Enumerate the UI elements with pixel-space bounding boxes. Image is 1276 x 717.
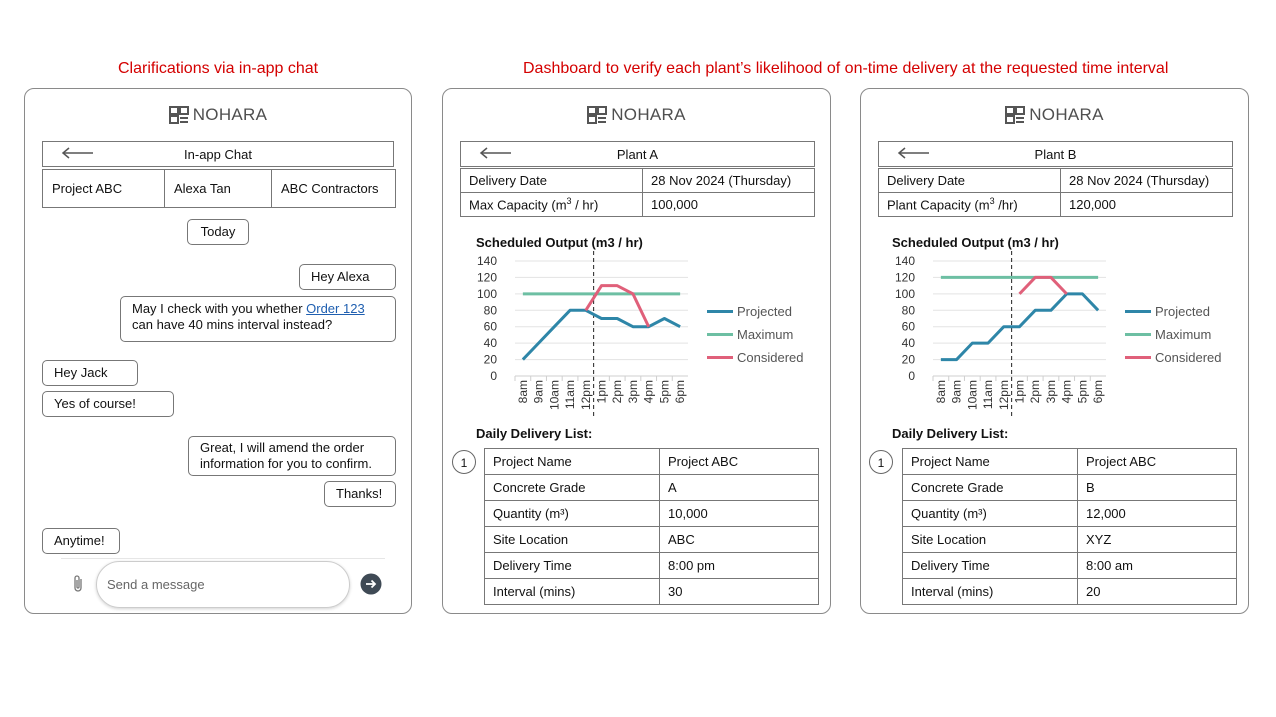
plant-b-panel <box>860 88 1249 614</box>
row-label: Interval (mins) <box>903 579 1078 605</box>
row-value: ABC <box>660 527 819 553</box>
table-row <box>485 527 819 553</box>
plant-a-panel <box>442 88 831 614</box>
legend-label: Maximum <box>737 327 794 342</box>
message-bubble: Thanks! <box>324 481 396 507</box>
message-placeholder: Send a message <box>107 577 205 592</box>
date-chip: Today <box>187 219 249 245</box>
message-text: Great, I will amend the order <box>200 440 365 455</box>
x-tick-label: 11am <box>981 380 996 410</box>
plant-a-header <box>460 141 815 167</box>
legend-label: Considered <box>1155 350 1222 365</box>
y-tick-label: 100 <box>476 286 497 301</box>
message-text: information for you to confirm. <box>200 456 372 471</box>
dashboard-caption: Dashboard to verify each plant’s likelihood of on-time delivery at the requested time interval <box>523 60 1169 77</box>
x-tick-label: 4pm <box>641 380 656 404</box>
table-row <box>903 475 1237 501</box>
table-row <box>485 501 819 527</box>
series-projected-line <box>523 310 680 359</box>
capacity-label <box>461 193 643 217</box>
row-label: Concrete Grade <box>485 475 660 501</box>
plant-a-delivery-table <box>484 448 819 605</box>
legend-projected <box>707 304 792 319</box>
row-value: 30 <box>660 579 819 605</box>
y-tick-label: 40 <box>483 336 497 351</box>
y-tick-label: 120 <box>476 270 497 285</box>
x-tick-label: 3pm <box>625 380 640 404</box>
plant-a-summary-table <box>460 168 815 217</box>
row-label: Concrete Grade <box>903 475 1078 501</box>
delivery-date-label: Delivery Date <box>879 169 1061 193</box>
y-tick-label: 20 <box>901 352 915 367</box>
x-tick-label: 8am <box>515 380 530 404</box>
series-considered-line <box>1020 277 1067 293</box>
delivery-date-value: 28 Nov 2024 (Thursday) <box>1061 169 1233 193</box>
delivery-date-label: Delivery Date <box>461 169 643 193</box>
message-text: can have 40 mins interval instead? <box>132 317 333 332</box>
table-row <box>879 193 1233 217</box>
row-value: Project ABC <box>660 449 819 475</box>
chart-title: Scheduled Output (m3 / hr) <box>892 235 1059 250</box>
x-tick-label: 6pm <box>673 380 688 404</box>
chart-title: Scheduled Output (m3 / hr) <box>476 235 643 250</box>
nohara-logo-icon <box>1005 106 1025 124</box>
brand-name: NOHARA <box>1029 105 1104 124</box>
message-bubble <box>120 296 396 342</box>
x-tick-label: 1pm <box>1012 380 1027 404</box>
row-value: 8:00 pm <box>660 553 819 579</box>
chat-info-bar <box>42 169 396 208</box>
capacity-value: 120,000 <box>1061 193 1233 217</box>
row-value: Project ABC <box>1078 449 1237 475</box>
row-label: Delivery Time <box>485 553 660 579</box>
legend-considered <box>707 350 804 365</box>
capacity-label-unit: /hr) <box>994 197 1018 213</box>
plant-a-title: Plant A <box>616 147 659 162</box>
plant-b-summary-table <box>878 168 1233 217</box>
x-tick-label: 1pm <box>594 380 609 404</box>
message-bubble: Anytime! <box>42 528 120 554</box>
x-tick-label: 5pm <box>1075 380 1090 404</box>
legend-swatch <box>707 356 733 359</box>
row-label: Project Name <box>485 449 660 475</box>
y-tick-label: 40 <box>901 336 915 351</box>
message-input[interactable] <box>96 561 350 608</box>
x-tick-label: 3pm <box>1043 380 1058 404</box>
table-row <box>485 553 819 579</box>
row-label: Quantity (m³) <box>485 501 660 527</box>
chart-legend <box>1125 304 1235 374</box>
row-label: Delivery Time <box>903 553 1078 579</box>
x-tick-label: 5pm <box>657 380 672 404</box>
table-row <box>461 193 815 217</box>
brand-logo <box>25 105 411 125</box>
delivery-date-value: 28 Nov 2024 (Thursday) <box>643 169 815 193</box>
table-row <box>903 579 1237 605</box>
table-row <box>903 501 1237 527</box>
x-tick-label: 12pm <box>996 380 1011 411</box>
y-tick-label: 140 <box>476 254 497 268</box>
x-tick-label: 10am <box>547 380 562 411</box>
y-tick-label: 140 <box>894 254 915 268</box>
series-considered-line <box>586 286 649 327</box>
capacity-label-text: Max Capacity (m <box>469 197 567 213</box>
send-arrow-icon[interactable] <box>360 573 382 595</box>
y-tick-label: 0 <box>908 369 915 383</box>
row-label: Interval (mins) <box>485 579 660 605</box>
capacity-value: 100,000 <box>643 193 815 217</box>
legend-swatch <box>1125 356 1151 359</box>
y-tick-label: 20 <box>483 352 497 367</box>
chart-legend <box>707 304 817 374</box>
item-number-badge: 1 <box>869 450 893 474</box>
paperclip-icon[interactable] <box>72 574 84 594</box>
table-row <box>485 475 819 501</box>
message-bubble: Hey Jack <box>42 360 138 386</box>
table-row <box>485 449 819 475</box>
chat-panel <box>24 88 412 614</box>
chat-title: In-app Chat <box>184 147 252 162</box>
plant-b-header <box>878 141 1233 167</box>
chat-project[interactable]: Project ABC <box>43 170 165 208</box>
message-bubble: Hey Alexa <box>299 264 396 290</box>
nohara-logo-icon <box>587 106 607 124</box>
message-text: May I check with you whether <box>132 301 307 316</box>
plant-b-title: Plant B <box>1034 147 1077 162</box>
y-tick-label: 60 <box>483 319 497 334</box>
row-label: Site Location <box>485 527 660 553</box>
capacity-label-unit: / hr) <box>571 197 599 213</box>
y-tick-label: 80 <box>483 303 497 318</box>
superscript: 3 <box>566 196 572 207</box>
superscript: 3 <box>989 196 995 207</box>
daily-list-title: Daily Delivery List: <box>476 426 593 441</box>
legend-swatch <box>707 333 733 336</box>
brand-logo <box>861 105 1248 125</box>
x-tick-label: 4pm <box>1059 380 1074 404</box>
table-row <box>485 579 819 605</box>
table-row <box>461 169 815 193</box>
chat-company[interactable]: ABC Contractors <box>281 181 379 196</box>
table-row <box>903 553 1237 579</box>
x-tick-label: 2pm <box>610 380 625 404</box>
legend-swatch <box>707 310 733 313</box>
row-value: A <box>660 475 819 501</box>
legend-label: Projected <box>1155 304 1210 319</box>
y-tick-label: 60 <box>901 319 915 334</box>
item-number-badge: 1 <box>452 450 476 474</box>
chat-header <box>42 141 394 167</box>
y-tick-label: 80 <box>901 303 915 318</box>
legend-label: Considered <box>737 350 804 365</box>
message-bubble: Yes of course! <box>42 391 174 417</box>
table-row <box>903 449 1237 475</box>
table-row <box>879 169 1233 193</box>
row-label: Site Location <box>903 527 1078 553</box>
nohara-logo-icon <box>169 106 189 124</box>
x-tick-label: 10am <box>965 380 980 411</box>
brand-name: NOHARA <box>192 105 268 124</box>
legend-swatch <box>1125 333 1151 336</box>
legend-maximum <box>1125 327 1211 342</box>
chat-caption: Clarifications via in-app chat <box>118 60 319 77</box>
plant-b-delivery-table <box>902 448 1237 605</box>
row-label: Project Name <box>903 449 1078 475</box>
y-tick-label: 100 <box>894 286 915 301</box>
order-link[interactable]: Order 123 <box>306 301 365 316</box>
legend-label: Projected <box>737 304 792 319</box>
x-tick-label: 9am <box>949 380 964 404</box>
table-row <box>903 527 1237 553</box>
row-value: 20 <box>1078 579 1237 605</box>
row-value: 12,000 <box>1078 501 1237 527</box>
x-tick-label: 8am <box>933 380 948 404</box>
legend-considered <box>1125 350 1222 365</box>
y-tick-label: 120 <box>894 270 915 285</box>
x-tick-label: 2pm <box>1028 380 1043 404</box>
input-divider <box>61 558 385 559</box>
brand-logo <box>443 105 830 125</box>
legend-swatch <box>1125 310 1151 313</box>
x-tick-label: 9am <box>531 380 546 404</box>
row-label: Quantity (m³) <box>903 501 1078 527</box>
legend-maximum <box>707 327 793 342</box>
x-tick-label: 11am <box>563 380 578 410</box>
row-value: 8:00 am <box>1078 553 1237 579</box>
row-value: B <box>1078 475 1237 501</box>
legend-label: Maximum <box>1155 327 1212 342</box>
row-value: 10,000 <box>660 501 819 527</box>
daily-list-title: Daily Delivery List: <box>892 426 1009 441</box>
x-tick-label: 6pm <box>1091 380 1106 404</box>
plant-b-output-chart <box>881 251 1111 421</box>
y-tick-label: 0 <box>490 369 497 383</box>
capacity-label <box>879 193 1061 217</box>
x-tick-label: 12pm <box>578 380 593 411</box>
legend-projected <box>1125 304 1210 319</box>
capacity-label-text: Plant Capacity (m <box>887 197 990 213</box>
chat-person[interactable]: Alexa Tan <box>165 170 272 208</box>
row-value: XYZ <box>1078 527 1237 553</box>
message-bubble <box>188 436 396 476</box>
brand-name: NOHARA <box>611 105 686 124</box>
plant-a-output-chart <box>463 251 693 421</box>
